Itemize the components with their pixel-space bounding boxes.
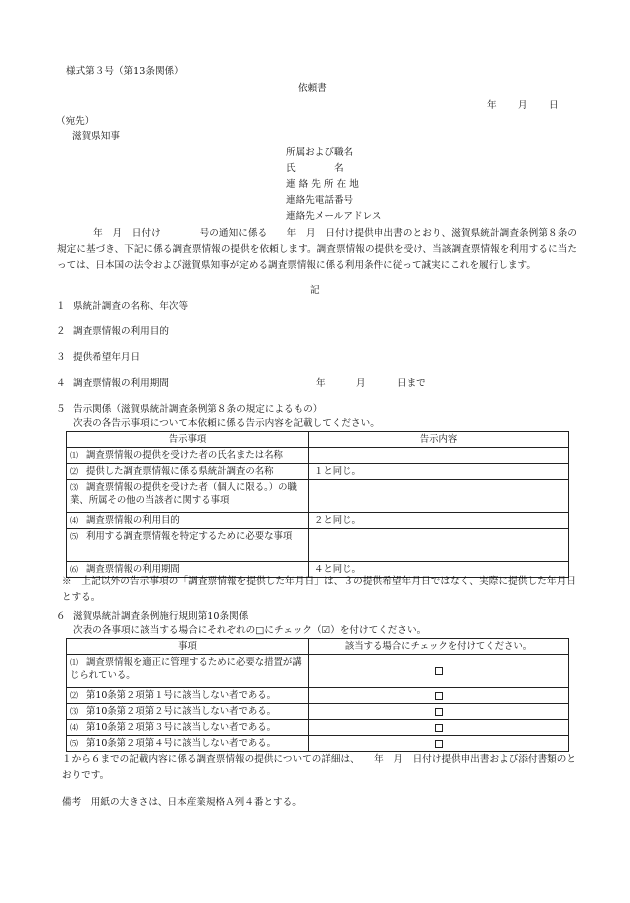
- table-row: [67, 720, 569, 736]
- check-cell: [309, 704, 569, 720]
- notice-content[interactable]: [309, 513, 569, 529]
- item-text: 利用する調査票情報を特定するために必要な事項: [86, 531, 293, 542]
- notice-item: [67, 464, 309, 480]
- row-number: ⑸: [70, 739, 78, 748]
- item-5-instruction: 次表の各告示事項について本依頼に係る告示内容を記載してください。: [73, 418, 380, 429]
- item-4-year: 年: [316, 378, 326, 389]
- date-year: 年: [487, 100, 497, 111]
- notice-item: [67, 529, 309, 562]
- table-row: [67, 480, 569, 513]
- field-phone: 連絡先電話番号: [286, 195, 354, 206]
- check-item: [67, 704, 309, 720]
- field-name: 氏 名: [286, 163, 344, 174]
- row-number: ⑸: [70, 532, 78, 541]
- item-text: 第10条第２項第４号に該当しない者である。: [86, 738, 277, 749]
- field-address: 連 絡 先 所 在 地: [286, 179, 359, 190]
- remarks: 備考 用紙の大きさは、日本産業規格Ａ列４番とする。: [62, 797, 302, 808]
- checkbox[interactable]: [435, 667, 443, 675]
- date-month: 月: [518, 100, 528, 111]
- item-text: 提供した調査票情報に係る県統計調査の名称: [86, 466, 274, 477]
- check-header-row: [67, 639, 569, 655]
- notice-item: [67, 448, 309, 464]
- notice-item: [67, 513, 309, 529]
- check-header-check: 該当する場合にチェックを付けてください。: [309, 639, 569, 655]
- item-6-instruction: 次表の各事項に該当する場合にそれぞれの□にチェック（☑）を付けてください。: [73, 625, 427, 636]
- item-5-num: ５: [56, 404, 66, 415]
- row-number: ⑶: [70, 707, 78, 716]
- item-3-num: ３: [56, 352, 66, 363]
- notice-header-item: 告示事項: [67, 432, 309, 448]
- table-row: [67, 513, 569, 529]
- checkbox[interactable]: [435, 692, 443, 700]
- check-cell: [309, 688, 569, 704]
- item-text: 第10条第２項第１号に該当しない者である。: [86, 690, 277, 701]
- notice-table: [66, 431, 569, 578]
- row-number: ⑷: [70, 516, 78, 525]
- content-text: ４と同じ。: [314, 564, 361, 575]
- row-number: ⑷: [70, 723, 78, 732]
- item-4-num: ４: [56, 378, 66, 389]
- notice-header-content: 告示内容: [309, 432, 569, 448]
- check-table: [66, 638, 569, 752]
- table-row: [67, 655, 569, 688]
- check-item: [67, 720, 309, 736]
- table-row: [67, 704, 569, 720]
- table-row: [67, 448, 569, 464]
- table-row: [67, 529, 569, 562]
- document-title: 依頼書: [298, 83, 327, 94]
- item-text: 調査票情報の利用目的: [86, 515, 180, 526]
- item-text: 第10条第２項第３号に該当しない者である。: [86, 722, 277, 733]
- item-2-text: 調査票情報の利用目的: [73, 326, 169, 337]
- item-1-num: １: [56, 301, 66, 312]
- checkbox[interactable]: [435, 724, 443, 732]
- row-number: ⑹: [70, 565, 78, 574]
- body-paragraph: [57, 226, 577, 274]
- item-2-num: ２: [56, 326, 66, 337]
- note-after-table: ※ 上記以外の告示事項の「調査票情報を提供した年月日」は、３の提供希望年月日ではなく、実際に提供した年月日とする。: [62, 576, 576, 603]
- notice-content[interactable]: [309, 529, 569, 562]
- closing-statement: １から６までの記載内容に係る調査票情報の提供についての詳細は、 年 月 日付け提供申出書および添付書類のとおりです。: [62, 754, 576, 781]
- row-number: ⑴: [70, 658, 78, 667]
- check-cell: [309, 720, 569, 736]
- item-text: 調査票情報を適正に管理するために必要な措置が講じられている。: [70, 657, 302, 681]
- table-row: [67, 736, 569, 752]
- field-affiliation: 所属および職名: [286, 147, 354, 158]
- item-6-text: 滋賀県統計調査条例施行規則第10条関係: [73, 611, 249, 622]
- item-3-text: 提供希望年月日: [73, 352, 141, 363]
- item-text: 調査票情報の提供を受けた者の氏名または名称: [86, 450, 283, 461]
- row-number: ⑵: [70, 691, 78, 700]
- check-cell: [309, 736, 569, 752]
- content-text: ２と同じ。: [314, 515, 361, 526]
- item-1-text: 県統計調査の名称、年次等: [73, 301, 189, 312]
- check-item: [67, 736, 309, 752]
- item-5-text: 告示関係（滋賀県統計調査条例第８条の規定によるもの）: [73, 404, 323, 415]
- row-number: ⑶: [70, 483, 78, 492]
- check-header-item: 事項: [67, 639, 309, 655]
- item-4-day: 日まで: [397, 378, 426, 389]
- ki-marker: 記: [310, 285, 320, 296]
- row-number: ⑵: [70, 467, 78, 476]
- body-text: 年 月 日付け 号の通知に係る 年 月 日付け提供申出書のとおり、滋賀県統計調査条例第８条の規定に基づき、下記に係る調査票情報の提供を依頼します。調査票情報の提供を受け、当該調査票情報を利用するに当たっては、日本国の法令および滋賀県知事が定める調査票情報に係る利用条件に従って誠実にこれを履行します。: [57, 228, 577, 271]
- addressee-tag: （宛先）: [56, 116, 95, 127]
- date-day: 日: [549, 100, 559, 111]
- check-item: [67, 655, 309, 688]
- check-cell: [309, 655, 569, 688]
- field-email: 連絡先メールアドレス: [286, 211, 382, 222]
- notice-content[interactable]: [309, 448, 569, 464]
- notice-item: [67, 480, 309, 513]
- table-row: [67, 464, 569, 480]
- checkbox[interactable]: [435, 708, 443, 716]
- table-row: [67, 688, 569, 704]
- addressee: 滋賀県知事: [72, 131, 120, 142]
- item-text: 調査票情報の提供を受けた者（個人に限る。）の職業、所属その他の当該者に関する事項: [70, 482, 297, 506]
- content-text: １と同じ。: [314, 466, 361, 477]
- notice-content[interactable]: [309, 480, 569, 513]
- checkbox[interactable]: [435, 740, 443, 748]
- item-text: 第10条第２項第２号に該当しない者である。: [86, 706, 277, 717]
- item-4-text: 調査票情報の利用期間: [73, 378, 169, 389]
- form-label: 様式第３号（第13条関係）: [66, 66, 184, 77]
- notice-header-row: [67, 432, 569, 448]
- item-text: 調査票情報の利用期間: [86, 564, 180, 575]
- item-6-num: ６: [56, 611, 66, 622]
- check-item: [67, 688, 309, 704]
- row-number: ⑴: [70, 451, 78, 460]
- item-4-month: 月: [356, 378, 366, 389]
- notice-content[interactable]: [309, 464, 569, 480]
